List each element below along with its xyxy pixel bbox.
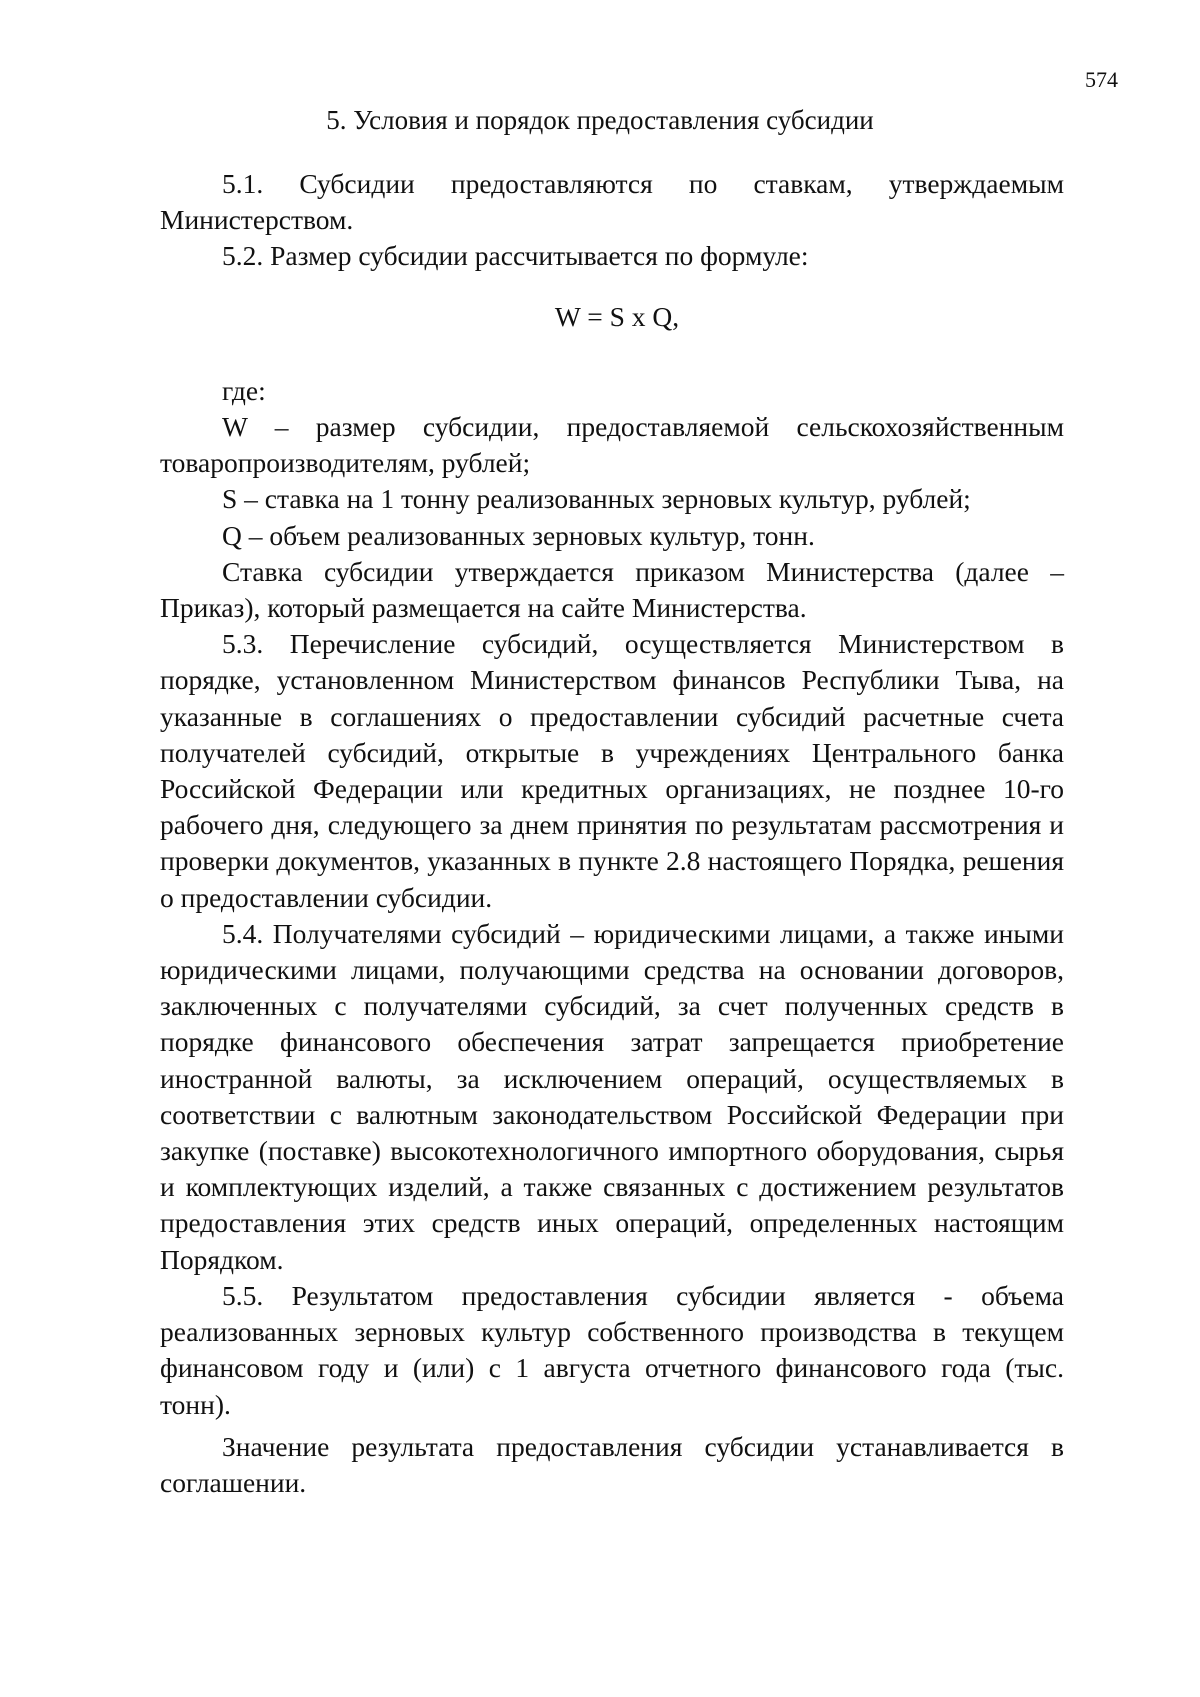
definition-w: W – размер субсидии, предоставляемой сельскохозяйственным товаропроизводителям, рублей; <box>160 411 1064 479</box>
section-body <box>160 166 1064 1501</box>
definition-q: Q – объем реализованных зерновых культур, тонн. <box>222 519 815 551</box>
where-label: где: <box>222 374 266 406</box>
paragraph-5-3: 5.3. Перечисление субсидий, осуществляется Министерством в порядке, установленном Министерством финансов Республики Тыва, на указанные в соглашениях о предоставлении субсидий расчетные счета получателей субсидий, открытые в учреждениях Центрального банка Российской Федерации или кредитных организациях, не позднее 10-го рабочего дня, следующего за днем принятия по результатам рассмотрения и проверки документов, указанных в пункте 2.8 настоящего Порядка, решения о предоставлении субсидии. <box>160 628 1064 913</box>
paragraph-5-5: 5.5. Результатом предоставления субсидии является - объема реализованных зерновых культур собственного производства в текущем финансовом году и (или) с 1 августа отчетного финансового года (тыс. тонн). <box>160 1279 1064 1420</box>
paragraph-5-2: 5.2. Размер субсидии рассчитывается по формуле: <box>222 240 809 272</box>
formula: W = S x Q, <box>554 300 680 332</box>
section-heading: 5. Условия и порядок предоставления субсидии <box>326 105 874 135</box>
rate-order-paragraph: Ставка субсидии утверждается приказом Министерства (далее – Приказ), который размещается на сайте Министерства. <box>160 555 1064 624</box>
definition-s: S – ставка на 1 тонну реализованных зерновых культур, рублей; <box>222 483 971 515</box>
page-number: 574 <box>1085 67 1118 92</box>
paragraph-5-1: 5.1. Субсидии предоставляются по ставкам, утверждаемым Министерством. <box>160 168 1064 236</box>
result-value-paragraph: Значение результата предоставления субсидии устанавливается в соглашении. <box>160 1430 1064 1498</box>
paragraph-5-4: 5.4. Получателями субсидий – юридическими лицами, а также иными юридическими лицами, получающими средства на основании договоров, заключенных с получателями субсидий, за счет полученных средств в порядке финансового обеспечения затрат запрещается приобретение иностранной валюты, за исключением операций, осуществляемых в соответствии с валютным законодательством Российской Федерации при закупке (поставке) высокотехнологичного импортного оборудования, сырья и комплектующих изделий, а также связанных с достижением результатов предоставления этих средств иных операций, определенных настоящим Порядком. <box>160 917 1064 1275</box>
